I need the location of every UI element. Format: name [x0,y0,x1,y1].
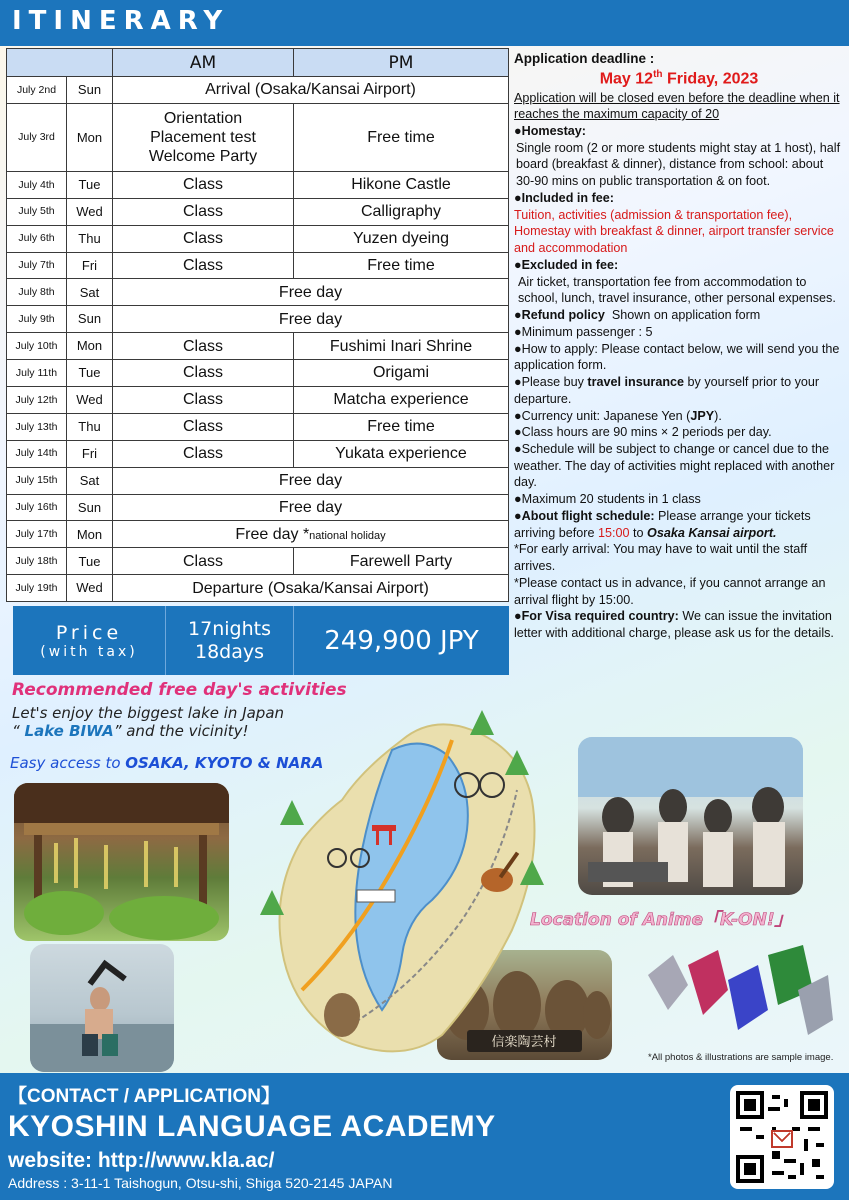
row-am: Class [113,252,294,279]
included-text: Tuition, activities (admission & transportation fee), Homestay with breakfast & dinner, airport transfer service and accommodation [514,207,834,256]
row-day-of-week: Sun [67,77,113,104]
currency-note: ●Currency unit: Japanese Yen (JPY). [514,408,722,423]
header-pm: PM [294,49,509,77]
price-amount: 249,900 JPY [324,625,479,656]
qr-code-icon [736,1091,828,1183]
visa-note: ●For Visa required country: We can issue the invitation letter with additional charge, please ask us for the details. [514,609,834,641]
table-row [7,360,509,387]
how-to-apply: ●How to apply: Please contact below, we will send you the application form. [514,341,840,373]
bbq-illustration [578,737,803,895]
row-day-of-week: Fri [67,252,113,279]
homestay-text: Single room (2 or more students might stay at 1 host), half board (breakfast & dinner), distance from school: about 30-90 mins on public transportation & on foot. [516,140,841,189]
row-date: July 12th [7,387,67,414]
price-sublabel: (with tax) [40,643,138,660]
row-pm: Calligraphy [294,198,509,225]
row-date: July 19th [7,575,67,602]
table-row [7,387,509,414]
flight-schedule: ●About flight schedule: Please arrange your tickets arriving before 15:00 to Osaka Kansai airport. [514,508,811,540]
row-date: July 14th [7,440,67,467]
row-date: July 7th [7,252,67,279]
table-row [7,548,509,575]
homestay-title: ●Homestay: [514,124,586,139]
deadline-date: May 12th Friday, 2023 [599,68,759,88]
header-am: AM [113,49,294,77]
row-day-of-week: Mon [67,521,113,548]
row-am: Class [113,333,294,360]
row-am: Class [113,413,294,440]
table-row [7,440,509,467]
price-days: 18days [194,640,265,663]
min-passenger: ●Minimum passenger : 5 [514,324,653,339]
row-full-day: Arrival (Osaka/Kansai Airport) [113,77,509,104]
price-duration-cell [166,606,294,675]
table-row [7,413,509,440]
row-day-of-week: Thu [67,413,113,440]
row-full-day: Departure (Osaka/Kansai Airport) [113,575,509,602]
row-day-of-week: Wed [67,575,113,602]
header-blank-cell [7,49,113,77]
website-link[interactable]: website: http://www.kla.ac/ [8,1149,275,1172]
row-date: July 17th [7,521,67,548]
deadline-label: Application deadline : [514,51,655,66]
insurance-note: ●Please buy travel insurance by yourself prior to your departure. [514,375,820,406]
row-day-of-week: Sat [67,467,113,494]
excluded-title: ●Excluded in fee: [514,257,619,272]
table-row [7,252,509,279]
row-date: July 9th [7,306,67,333]
address: Address : 3-11-1 Taishogun, Otsu-shi, Shiga 520-2145 JAPAN [8,1175,393,1191]
row-am: Class [113,548,294,575]
shrine-photo [14,783,229,941]
early-arrival: *For early arrival: You may have to wait until the staff arrives. [514,542,808,574]
row-date: July 6th [7,225,67,252]
promo-access: Easy access to OSAKA, KYOTO & NARA [10,754,324,772]
row-pm: Origami [294,360,509,387]
bbq-photo [578,737,803,895]
deadline-note: Application will be closed even before the deadline when it reaches the maximum capacity of 20 [514,90,840,122]
table-row [7,306,509,333]
table-row [7,575,509,602]
row-am: Class [113,171,294,198]
row-day-of-week: Mon [67,103,113,171]
row-pm: Fushimi Inari Shrine [294,333,509,360]
row-full-day: Free day [113,279,509,306]
row-am: Class [113,225,294,252]
row-day-of-week: Tue [67,360,113,387]
svg-text:信楽陶芸村: 信楽陶芸村 [491,1035,557,1050]
row-date: July 3rd [7,103,67,171]
row-pm: Yukata experience [294,440,509,467]
refund-policy: ●Refund policy Shown on application form [514,308,761,323]
table-row [7,225,509,252]
lake-swimmers-illustration [30,944,174,1072]
row-day-of-week: Fri [67,440,113,467]
row-pm: Free time [294,413,509,440]
promo-title: Recommended free day's activities [12,680,347,700]
row-day-of-week: Sun [67,494,113,521]
row-date: July 4th [7,171,67,198]
table-row [7,521,509,548]
table-row [7,198,509,225]
row-pm: Matcha experience [294,387,509,414]
row-am: Class [113,387,294,414]
qr-code[interactable] [730,1085,834,1189]
row-date: July 11th [7,360,67,387]
row-date: July 15th [7,467,67,494]
contact-heading: 【CONTACT / APPLICATION】 [8,1086,280,1107]
row-pm: Free time [294,252,509,279]
row-day-of-week: Thu [67,225,113,252]
ninja-illustration [628,935,838,1045]
price-nights: 17nights [188,617,271,640]
lake-biwa-map [232,690,562,1065]
row-pm: Hikone Castle [294,171,509,198]
row-full-note: national holiday [309,529,386,542]
row-day-of-week: Sat [67,279,113,306]
header-bar [0,0,849,46]
promo-line2: “ Lake BIWA” and the vicinity! [12,722,249,740]
table-row [7,77,509,104]
row-date: July 10th [7,333,67,360]
row-day-of-week: Wed [67,198,113,225]
row-day-of-week: Sun [67,306,113,333]
row-full-day: Free day *national holiday [113,521,509,548]
shrine-illustration [14,783,229,941]
row-am: Class [113,360,294,387]
footer-bar [0,1073,849,1200]
lake-photo [30,944,174,1072]
excluded-text: Air ticket, transportation fee from accommodation to school, lunch, travel insurance, other personal expenses. [518,274,836,306]
info-column [514,50,844,642]
schedule-change: ●Schedule will be subject to change or cancel due to the weather. The day of activities might replaced with another day. [514,441,835,490]
price-label: Price [55,621,123,644]
table-row [7,467,509,494]
price-bar [13,606,509,675]
row-date: July 18th [7,548,67,575]
table-row [7,333,509,360]
page-title: ITINERARY [12,6,230,36]
anime-caption: Location of Anime「K-ON!」 [530,910,792,930]
row-day-of-week: Mon [67,333,113,360]
row-full-day: Free day [113,494,509,521]
row-date: July 13th [7,413,67,440]
promo-line1: Let's enjoy the biggest lake in Japan [12,704,285,722]
row-full-day: Free day [113,467,509,494]
table-row [7,103,509,171]
row-pm: Yuzen dyeing [294,225,509,252]
contact-advance: *Please contact us in advance, if you cannot arrange an arrival flight by 15:00. [514,575,826,607]
table-row [7,494,509,521]
row-day-of-week: Wed [67,387,113,414]
row-full-day: Free day [113,306,509,333]
row-pm: Free time [294,103,509,171]
row-pm: Farewell Party [294,548,509,575]
row-am: Class [113,198,294,225]
table-header-row [7,49,509,77]
row-am: Orientation Placement test Welcome Party [113,103,294,171]
class-hours: ●Class hours are 90 mins × 2 periods per day. [514,425,772,440]
row-day-of-week: Tue [67,548,113,575]
table-row [7,171,509,198]
included-title: ●Included in fee: [514,190,614,205]
itinerary-table [6,48,509,602]
row-date: July 16th [7,494,67,521]
school-name: KYOSHIN LANGUAGE ACADEMY [8,1110,496,1143]
row-date: July 8th [7,279,67,306]
row-date: July 2nd [7,77,67,104]
photo-note: *All photos & illustrations are sample image. [648,1052,834,1063]
row-am: Class [113,440,294,467]
max-students: ●Maximum 20 students in 1 class [514,492,701,507]
table-row [7,279,509,306]
price-label-cell [13,606,166,675]
row-day-of-week: Tue [67,171,113,198]
row-date: July 5th [7,198,67,225]
